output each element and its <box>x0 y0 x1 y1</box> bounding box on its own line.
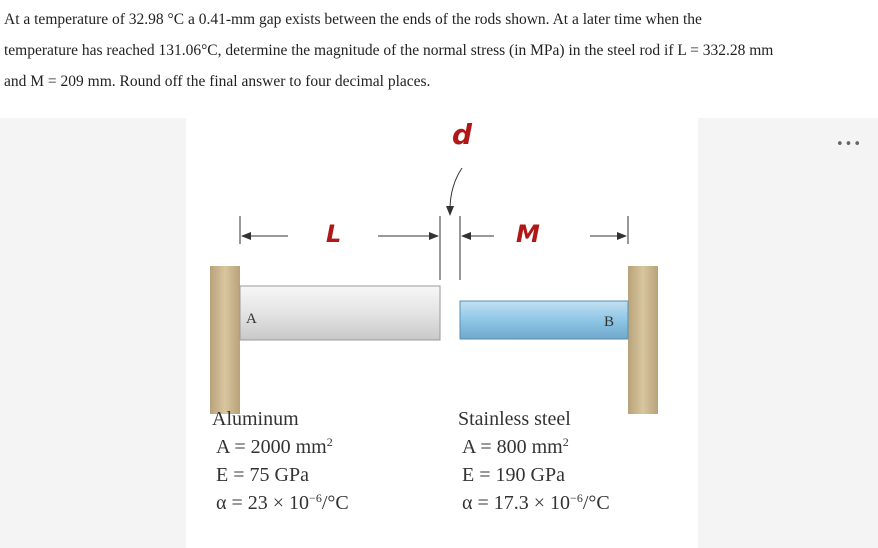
length-label-M: M <box>516 220 540 248</box>
gap-label-d: d <box>452 118 473 151</box>
dimension-lines <box>240 216 628 280</box>
steel-area: A = 800 $mm^2$ <box>462 435 569 458</box>
question-line-1: At a temperature of 32.98 °C a 0.41-mm gap exists between the ends of the rods shown. At a later time when the <box>4 11 702 28</box>
image-panel-right <box>698 118 878 548</box>
more-options-button[interactable]: ••• <box>836 137 863 152</box>
rod-label-B: B <box>604 314 615 330</box>
left-wall <box>210 266 240 414</box>
rods-figure <box>186 118 698 548</box>
aluminum-rod <box>240 286 440 340</box>
rod-label-A: A <box>246 311 257 327</box>
steel-rod <box>460 301 628 339</box>
image-panel-left <box>0 118 186 548</box>
steel-alpha: $\alpha = 17.3 \times 10^{-6}/^\circ C$ <box>462 491 610 514</box>
question-line-3: and M = 209 mm. Round off the final answer to four decimal places. <box>4 73 431 90</box>
gap-pointer-arrowhead <box>446 206 454 216</box>
steel-modulus: E = 190 GPa <box>462 464 565 486</box>
steel-properties <box>458 405 610 517</box>
aluminum-alpha: $\alpha = 23 \times 10^{-6}/^\circ C$ <box>216 491 349 514</box>
aluminum-properties <box>212 405 349 517</box>
right-wall <box>628 266 658 414</box>
dimension-arrowheads <box>241 232 627 240</box>
steel-title: Stainless steel <box>458 408 571 430</box>
question-text <box>4 4 874 97</box>
gap-pointer-arrow <box>450 168 462 210</box>
aluminum-area: A = 2000 $mm^2$ <box>216 435 333 458</box>
aluminum-title: Aluminum <box>212 408 299 430</box>
length-label-L: L <box>326 220 342 248</box>
question-line-2: temperature has reached 131.06°C, determine the magnitude of the normal stress (in MPa) in the steel rod if L = 332.28 mm <box>4 42 774 59</box>
aluminum-modulus: E = 75 GPa <box>216 464 309 486</box>
